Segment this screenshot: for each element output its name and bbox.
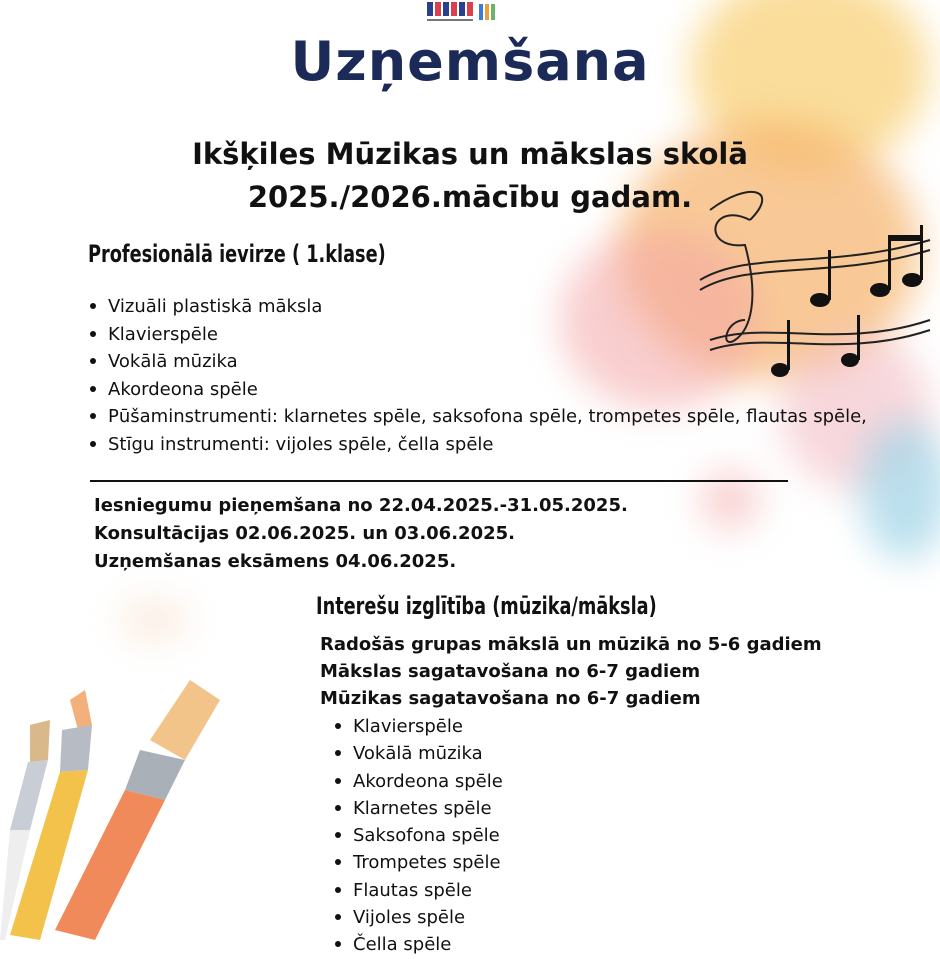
school-logo (425, 0, 503, 26)
divider (90, 480, 788, 482)
interest-list (333, 713, 503, 959)
list-item: Klavierspēle (333, 713, 503, 740)
group-art-prep: Mākslas sagatavošana no 6-7 gadiem (320, 661, 701, 682)
list-item: Saksofona spēle (333, 822, 503, 849)
group-creative: Radošās grupas mākslā un mūzikā no 5-6 gadiem (320, 634, 822, 655)
professional-list (88, 293, 867, 458)
list-item: Stīgu instrumenti: vijoles spēle, čella spēle (88, 431, 867, 459)
consultation-date: Konsultācijas 02.06.2025. un 03.06.2025. (94, 523, 515, 544)
paint-brushes-icon (0, 680, 240, 940)
list-item: Trompetes spēle (333, 849, 503, 876)
list-item: Klavierspēle (88, 321, 867, 349)
list-item: Flautas spēle (333, 877, 503, 904)
submission-date: Iesniegumu pieņemšana no 22.04.2025.-31.05.2025. (94, 495, 628, 516)
exam-date: Uzņemšanas eksāmens 04.06.2025. (94, 551, 457, 572)
subtitle-line-year: 2025./2026.mācību gadam. (247, 180, 693, 214)
list-item: Akordeona spēle (333, 768, 503, 795)
school-subtitle (0, 133, 940, 219)
list-item: Vizuāli plastiskā māksla (88, 293, 867, 321)
list-item: Pūšaminstrumenti: klarnetes spēle, saksofona spēle, trompetes spēle, flautas spēle, (88, 403, 867, 431)
list-item: Klarnetes spēle (333, 795, 503, 822)
admission-dates (94, 492, 628, 576)
list-item: Vokālā mūzika (333, 740, 503, 767)
group-music-prep: Mūzikas sagatavošana no 6-7 gadiem (320, 688, 701, 709)
interest-groups (320, 631, 822, 712)
interest-heading: Interešu izglītība (mūzika/māksla) (316, 592, 657, 620)
list-item: Vokālā mūzika (88, 348, 867, 376)
professional-heading: Profesionālā ievirze ( 1.klase) (88, 240, 386, 268)
list-item: Čella spēle (333, 931, 503, 958)
list-item: Akordeona spēle (88, 376, 867, 404)
subtitle-line-school: Ikšķiles Mūzikas un mākslas skolā (192, 137, 748, 171)
page-title: Uzņemšana (290, 30, 650, 93)
list-item: Vijoles spēle (333, 904, 503, 931)
